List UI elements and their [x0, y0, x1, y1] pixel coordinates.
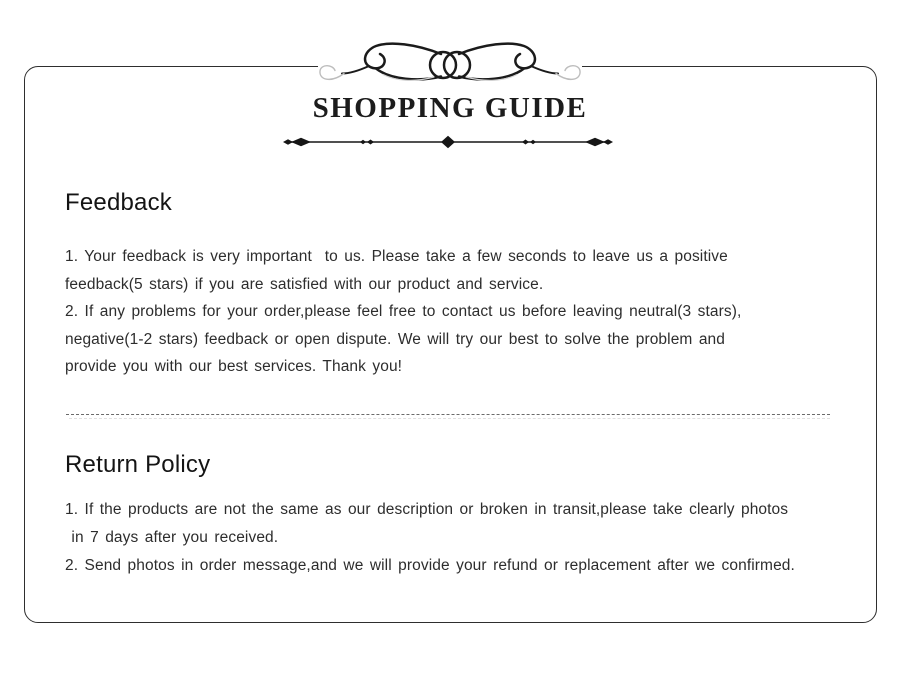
text-line: negative(1-2 stars) feedback or open dispute. We will try our best to solve the problem and: [65, 330, 725, 348]
text-line: 1. If the products are not the same as our description or broken in transit,please take clearly photos: [65, 501, 789, 518]
page-title: SHOPPING GUIDE: [312, 92, 588, 124]
text-line: 1. Your feedback is very important to us. Please take a few seconds to leave us a positive: [65, 248, 728, 265]
text-line: provide you with our best services. Thank you!: [65, 358, 403, 375]
feedback-paragraph: [65, 243, 741, 381]
return-policy-section-heading: Return Policy: [65, 451, 211, 478]
text-line: 2. Send photos in order message,and we will provide your refund or replacement after we confirmed.: [65, 557, 795, 574]
section-divider: [66, 414, 830, 415]
feedback-section-heading: Feedback: [65, 189, 172, 216]
text-line: 2. If any problems for your order,please feel free to contact us before leaving neutral(3 stars),: [65, 303, 742, 320]
calligraphic-flourish-icon: [318, 39, 582, 87]
text-line: feedback(5 stars) if you are satisfied with our product and service.: [65, 275, 544, 293]
diamond-rule-icon: [283, 134, 613, 150]
return-policy-paragraph: [65, 496, 795, 580]
section-divider-shadow: [69, 418, 830, 419]
text-line: in 7 days after you received.: [65, 529, 279, 546]
